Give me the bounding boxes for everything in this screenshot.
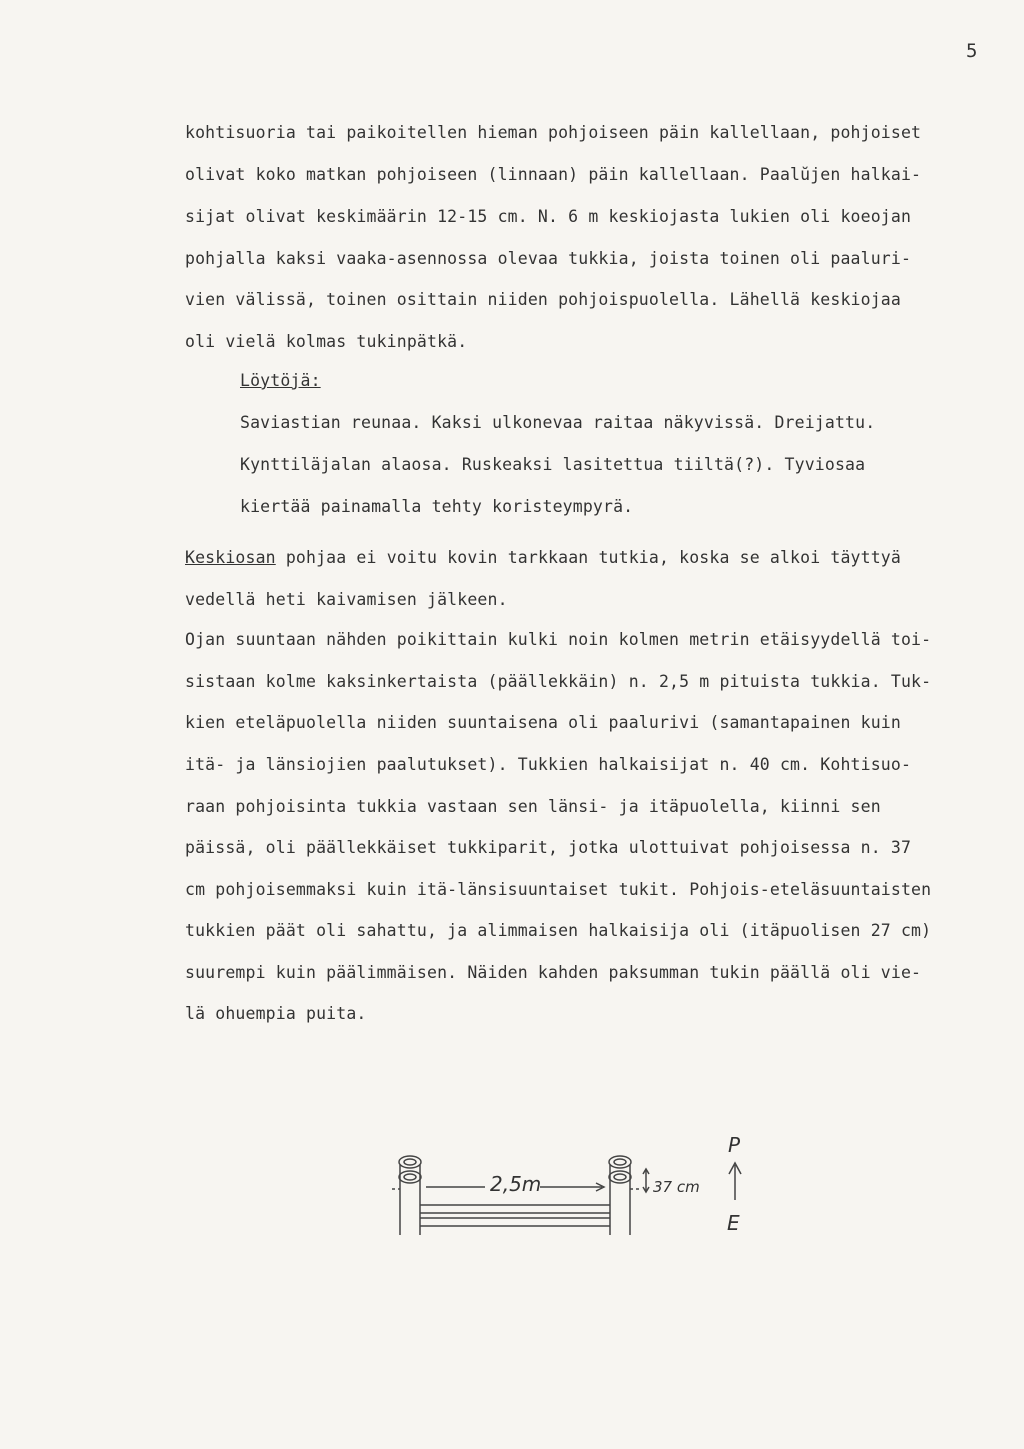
text-line: sistaan kolme kaksinkertaista (päällekkäin) n. 2,5 m pituista tukkia. Tuk- — [185, 672, 932, 691]
text-line: suurempi kuin päälimmäisen. Näiden kahden paksumman tukin päällä oli vie- — [185, 963, 922, 982]
finds-heading: Löytöjä: — [240, 371, 321, 390]
text-line: kien eteläpuolella niiden suuntaisena oli paalurivi (samantapainen kuin — [185, 713, 901, 732]
text-line: kohtisuoria tai paikoitellen hieman pohjoiseen päin kallellaan, pohjoiset — [185, 123, 922, 142]
text-line: Ojan suuntaan nähden poikittain kulki noin kolmen metrin etäisyydellä toi- — [185, 630, 932, 649]
text-line: tukkien päät oli sahattu, ja alimmaisen halkaisija oli (itäpuolisen 27 cm) — [185, 921, 932, 940]
text-line: päissä, oli päällekkäiset tukkiparit, jotka ulottuivat pohjoisessa n. 37 — [185, 838, 912, 857]
finds-line: kiertää painamalla tehty koristeympyrä. — [240, 497, 634, 516]
log-sketch — [390, 1125, 770, 1255]
depth-label: 37 cm — [653, 1178, 700, 1196]
left-post — [399, 1156, 421, 1235]
right-post — [609, 1156, 631, 1235]
text-line: olivat koko matkan pohjoiseen (linnaan) päin kallellaan. Paalŭjen halkai- — [185, 165, 922, 184]
text-line: pohjalla kaksi vaaka-asennossa olevaa tukkia, joista toinen oli paaluri- — [185, 249, 912, 268]
south-label: E — [727, 1211, 740, 1235]
length-label: 2,5m — [490, 1172, 542, 1196]
page-number: 5 — [966, 40, 978, 62]
text-line: cm pohjoisemmaksi kuin itä-länsisuuntaiset tukit. Pohjois-eteläsuuntaisten — [185, 880, 932, 899]
text-line: oli vielä kolmas tukinpätkä. — [185, 332, 468, 351]
text-line: raan pohjoisinta tukkia vastaan sen länsi- ja itäpuolella, kiinni sen — [185, 797, 881, 816]
finds-line: Kynttiläjalan alaosa. Ruskeaksi lasitettua tiiltä(?). Tyviosaa — [240, 455, 866, 474]
middle-first-rest: pohjaa ei voitu kovin tarkkaan tutkia, koska se alkoi täyttyä — [275, 548, 901, 567]
finds-line: Saviastian reunaa. Kaksi ulkonevaa raitaa näkyvissä. Dreijattu. — [240, 413, 876, 432]
text-line: lä ohuempia puita. — [185, 1004, 367, 1023]
text-line: vedellä heti kaivamisen jälkeen. — [185, 590, 508, 609]
middle-first-line — [185, 548, 901, 568]
text-line: vien välissä, toinen osittain niiden pohjoispuolella. Lähellä keskiojaa — [185, 290, 901, 309]
text-line: itä- ja länsiojien paalutukset). Tukkien halkaisijat n. 40 cm. Kohtisuo- — [185, 755, 912, 774]
north-label: P — [728, 1133, 741, 1157]
text-line: sijat olivat keskimäärin 12-15 cm. N. 6 m keskiojasta lukien oli koeojan — [185, 207, 912, 226]
middle-heading: Keskiosan — [185, 548, 276, 567]
